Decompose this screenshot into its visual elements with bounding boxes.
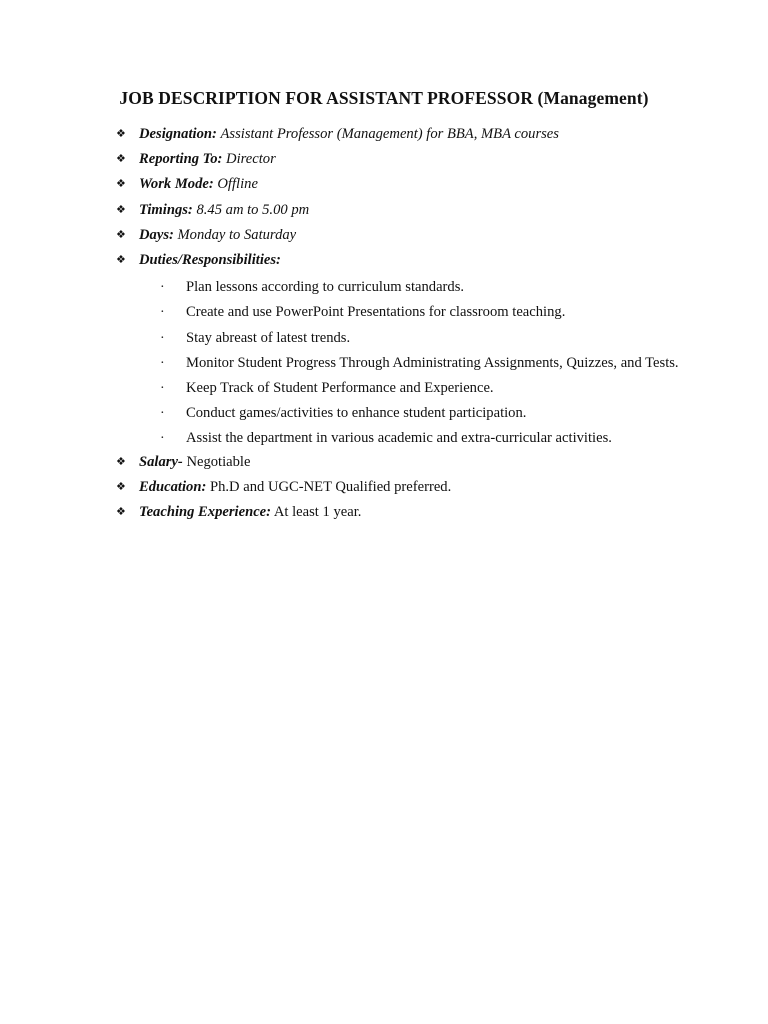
duties-label: Duties/Responsibilities: (139, 251, 281, 268)
list-item-teaching-experience (116, 502, 716, 527)
diamond-bullet-icon: ❖ (116, 153, 126, 166)
duties-sublist-container (116, 275, 716, 451)
duty-text: Plan lessons according to curriculum standards. (186, 279, 465, 296)
work-mode-value: Offline (217, 176, 258, 193)
list-item-work-mode (116, 174, 716, 199)
reporting-to-value: Director (226, 151, 276, 168)
education-label: Education: (139, 478, 207, 495)
diamond-bullet-icon: ❖ (116, 178, 126, 191)
duty-item (116, 326, 716, 351)
duty-text: Monitor Student Progress Through Administrating Assignments, Quizzes, and Tests. (186, 354, 679, 371)
list-item-salary (116, 452, 716, 477)
duty-text: Conduct games/activities to enhance student participation. (186, 405, 527, 422)
dot-bullet-icon: · (160, 330, 165, 346)
teaching-experience-label: Teaching Experience: (139, 503, 272, 520)
salary-value: Negotiable (186, 453, 251, 470)
duty-item (116, 376, 716, 401)
work-mode-label: Work Mode: (139, 176, 214, 193)
diamond-bullet-icon: ❖ (116, 253, 126, 266)
dot-bullet-icon: · (160, 355, 165, 371)
duty-item (116, 426, 716, 451)
timings-value: 8.45 am to 5.00 pm (196, 201, 310, 218)
document-title: JOB DESCRIPTION FOR ASSISTANT PROFESSOR (Management) (119, 88, 649, 108)
job-details-list (116, 124, 716, 527)
designation-label: Designation: (139, 126, 217, 142)
diamond-bullet-icon: ❖ (116, 455, 126, 468)
diamond-bullet-icon: ❖ (116, 228, 126, 241)
list-item-education (116, 477, 716, 502)
reporting-to-label: Reporting To: (139, 151, 223, 168)
teaching-experience-value: At least 1 year. (273, 503, 362, 520)
duty-text: Assist the department in various academic and extra-curricular activities. (186, 430, 612, 447)
duty-text: Keep Track of Student Performance and Experience. (186, 379, 494, 396)
dot-bullet-icon: · (160, 431, 165, 447)
days-value: Monday to Saturday (177, 226, 297, 243)
education-value: Ph.D and UGC-NET Qualified preferred. (209, 478, 452, 495)
duty-text: Create and use PowerPoint Presentations for classroom teaching. (186, 304, 566, 321)
diamond-bullet-icon: ❖ (116, 128, 126, 140)
list-item-designation (116, 124, 716, 149)
list-item-timings (116, 200, 716, 225)
designation-value: Assistant Professor (Management) for BBA, MBA courses (220, 126, 559, 142)
duty-item (116, 401, 716, 426)
duty-item (116, 300, 716, 325)
duty-item (116, 351, 716, 376)
duty-item (116, 275, 716, 300)
diamond-bullet-icon: ❖ (116, 480, 126, 493)
duties-sublist (116, 275, 716, 451)
dot-bullet-icon: · (160, 280, 165, 296)
salary-label: Salary- (139, 453, 183, 470)
list-item-duties (116, 250, 716, 275)
dot-bullet-icon: · (160, 406, 165, 422)
dot-bullet-icon: · (160, 380, 165, 396)
duty-text: Stay abreast of latest trends. (186, 329, 351, 346)
diamond-bullet-icon: ❖ (116, 505, 126, 518)
list-item-days (116, 225, 716, 250)
dot-bullet-icon: · (160, 305, 165, 321)
list-item-reporting-to (116, 149, 716, 174)
days-label: Days: (139, 226, 174, 243)
timings-label: Timings: (139, 201, 193, 218)
diamond-bullet-icon: ❖ (116, 203, 126, 216)
